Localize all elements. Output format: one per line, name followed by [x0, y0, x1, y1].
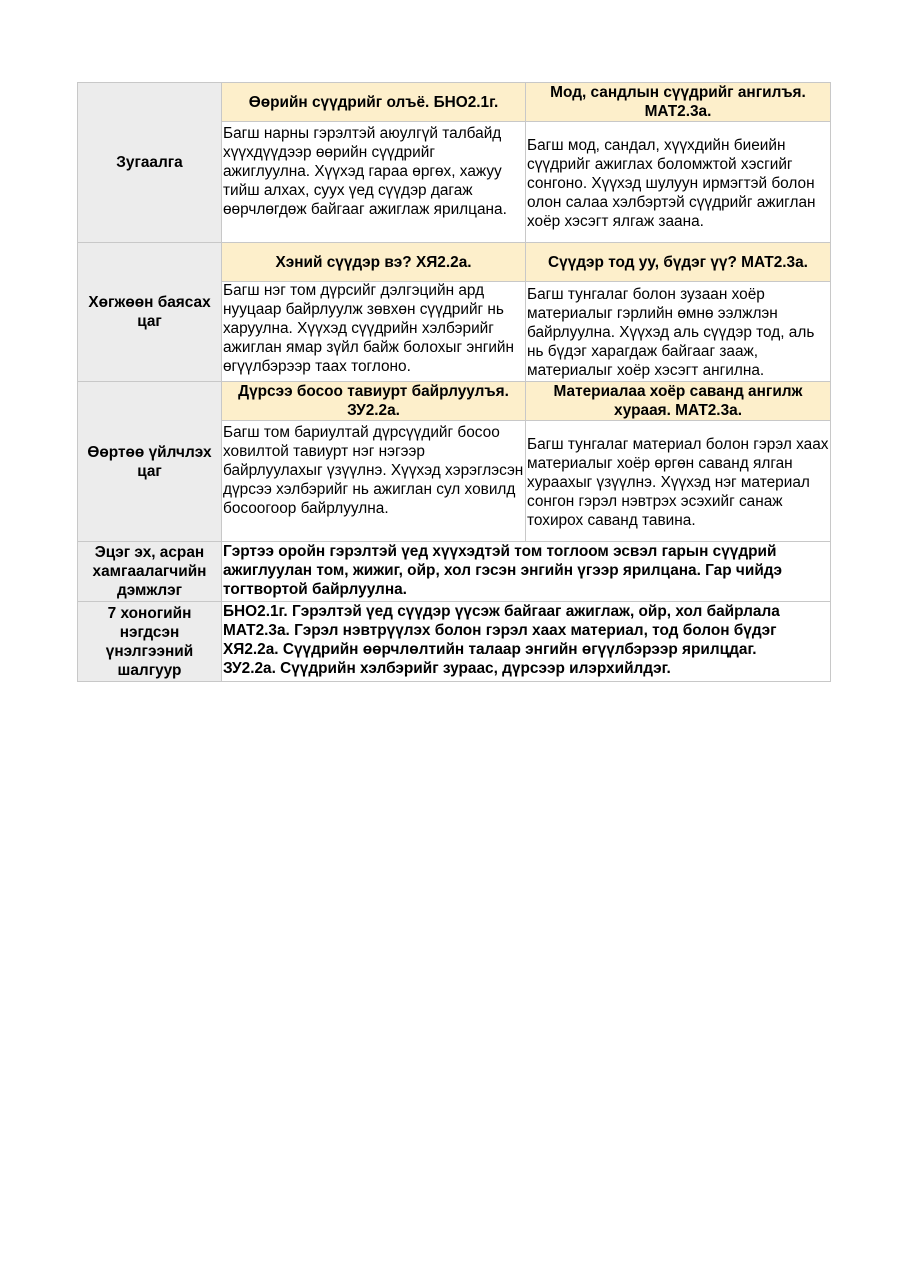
activity-title: Өөрийн сүүдрийг олъё. БНО2.1г.	[222, 83, 526, 122]
row-label-weekly-assessment: 7 хоногийн нэгдсэн үнэлгээний шалгуур	[78, 602, 222, 682]
activity-title: Дүрсээ босоо тавиурт байрлуулъя. ЗУ2.2а.	[222, 382, 526, 421]
parent-support-text	[222, 542, 831, 602]
activity-description: Багш тунгалаг материал болон гэрэл хаах материалыг хоёр өргөн саванд ялган хураахыг үзүүлнэ. Хүүхэд нэг материал сонгон гэрэл нэвтрэх эсэхийг санаж тохирох саванд тавина.	[526, 421, 831, 542]
activity-description-text: Багш нэг том дүрсийг дэлгэцийн ард нууцаар байрлуулж зөвхөн сүүдрийг нь харуулна. Хүүхэд сүүдрийн хэлбэрийг ажиглан ямар зүйл байж болохыг энгийн өгүүлбэрээр таах тоглоно.	[223, 282, 515, 375]
activity-description: Багш тунгалаг болон зузаан хоёр материалыг гэрлийн өмнө ээлжлэн байрлуулна. Хүүхэд аль сүүдэр тод, аль нь бүдэг харагдаж байгааг зааж, материалыг хоёр хэсэгт ангилна.	[526, 282, 831, 382]
plan-table	[77, 82, 831, 682]
assessment-line: МАТ2.3а. Гэрэл нэвтрүүлэх болон гэрэл хаах материал, тод болон бүдэг	[223, 622, 777, 639]
table-row	[78, 602, 831, 682]
table-row	[78, 83, 831, 122]
activity-title: Мод, сандлын сүүдрийг ангилъя. МАТ2.3а.	[526, 83, 831, 122]
table-row	[78, 243, 831, 282]
activity-description	[222, 282, 526, 382]
assessment-criteria-text	[222, 602, 831, 682]
activity-title: Хэний сүүдэр вэ? ХЯ2.2а.	[222, 243, 526, 282]
row-label-fun-time: Хөгжөөн баясах цаг	[78, 243, 222, 382]
assessment-line: ЗУ2.2а. Сүүдрийн хэлбэрийг зураас, дүрсээр илэрхийлдэг.	[223, 660, 671, 677]
table-row	[78, 382, 831, 421]
activity-title: Материалаа хоёр саванд ангилж хураая. МАТ2.3а.	[526, 382, 831, 421]
parent-support-line: ажиглуулан том, жижиг, ойр, хол гэсэн энгийн үгээр ярилцана. Гар чийдэ	[223, 562, 783, 579]
assessment-line: ХЯ2.2а. Сүүдрийн өөрчлөлтийн талаар энгийн өгүүлбэрээр ярилцдаг.	[223, 641, 757, 658]
row-label-walk: Зугаалга	[78, 83, 222, 243]
activity-description: Багш нарны гэрэлтэй аюулгүй талбайд хүүхдүүдээр өөрийн сүүдрийг ажиглуулна. Хүүхэд гараа өргөх, хажуу тийш алхах, суух үед сүүдэр дагаж өөрчлөгдөж байгааг ажиглаж ярилцана.	[222, 122, 526, 243]
row-label-parent-support: Эцэг эх, асран хамгаалагчийн дэмжлэг	[78, 542, 222, 602]
activity-description: Багш мод, сандал, хүүхдийн биеийн сүүдрийг ажиглах боломжтой хэсгийг сонгоно. Хүүхэд шулуун ирмэгтэй болон олон салаа хэлбэртэй сүүдрийг ажиглан хоёр хэсэгт ялгаж заана.	[526, 122, 831, 243]
activity-plan-table	[77, 82, 830, 682]
table-row	[78, 542, 831, 602]
row-label-self-service: Өөртөө үйлчлэх цаг	[78, 382, 222, 542]
parent-support-line: Гэртээ оройн гэрэлтэй үед хүүхэдтэй том тоглоом эсвэл гарын сүүдрий	[223, 543, 777, 560]
parent-support-line: тогтвортой байрлуулна.	[223, 581, 407, 598]
assessment-line: БНО2.1г. Гэрэлтэй үед сүүдэр үүсэж байгааг ажиглаж, ойр, хол байрлала	[223, 603, 780, 620]
activity-description: Багш том бариултай дүрсүүдийг босоо ховилтой тавиурт нэг нэгээр байрлуулахыг үзүүлнэ. Хүүхэд хэрэглэсэн дүрсээ хэлбэрийг нь ажиглан сул ховилд босоогоор байрлуулна.	[222, 421, 526, 542]
activity-title: Сүүдэр тод уу, бүдэг үү? МАТ2.3а.	[526, 243, 831, 282]
